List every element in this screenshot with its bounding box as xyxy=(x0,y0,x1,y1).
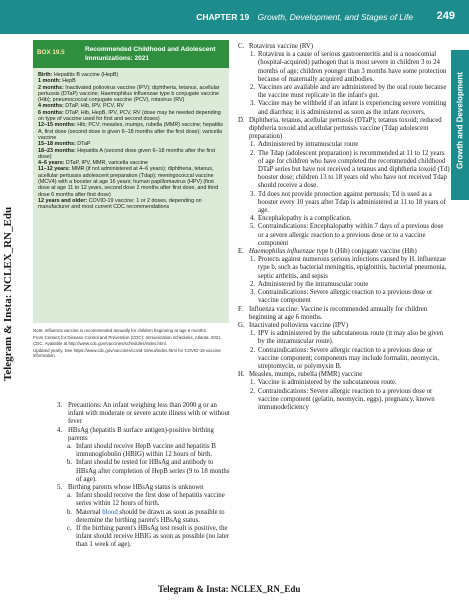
lettered-item xyxy=(238,117,450,142)
item-marker: G. xyxy=(238,321,245,329)
item-text: Td does not provide protection against pertussis; Td is used as a booster every 10 years after Tdap is administered at 11 to 18 years of age. xyxy=(258,190,446,215)
item-marker: a. xyxy=(67,492,72,500)
schedule-entry xyxy=(38,85,226,104)
item-marker: 1. xyxy=(250,256,256,264)
item-text: type b (Hib) conjugate vaccine (Hib) xyxy=(314,248,417,256)
side-tab-label: Growth and Development xyxy=(455,72,465,169)
item-text: Rotavirus vaccine (RV) xyxy=(249,43,314,50)
item-text: HBsAg (hepatitis B surface antigen)-positive birthing parents xyxy=(68,426,214,442)
box-note: Note: Influenza vaccine is recommended annually for children beginning at age 6 months. xyxy=(33,328,208,333)
item-marker: H. xyxy=(238,371,245,379)
box-label: BOX 19.5 xyxy=(37,49,65,56)
schedule-age: 18–23 months: xyxy=(38,147,76,154)
lettered-item xyxy=(238,248,450,256)
schedule-vaccines: DTaP, Hib, HepB, IPV, PCV, RV (dose may be needed depending on type of vaccine used for first and second doses) xyxy=(38,109,221,123)
lettered-item xyxy=(57,525,233,550)
numbered-item xyxy=(238,84,450,100)
item-text: Rotavirus is a cause of serious gastroenteritis and is a nosocomial (hospital-acquired) pathogen that is most severe in children 3 to 24 months of age; children younger than 3 months have some protection because of maternally acquired antibodies. xyxy=(258,51,447,83)
item-marker: 3. xyxy=(250,190,256,198)
schedule-vaccines: DTaP xyxy=(75,141,91,148)
schedule-vaccines: DTaP, Hib, IPV, PCV, RV xyxy=(63,103,124,110)
item-marker: b. xyxy=(67,459,73,467)
numbered-item xyxy=(238,330,450,346)
item-marker: 3. xyxy=(250,100,256,108)
schedule-vaccines: DTaP, IPV, MMR, varicella vaccine xyxy=(64,160,148,167)
schedule-vaccines: Hib; PCV; measles, mumps, rubella (MMR) vaccine; hepatitis A, first dose (second dose is given 6–18 months after the first dose); varicella vaccine xyxy=(38,122,223,141)
schedule-vaccines: Hepatitis A (second dose given 6–18 months after the first dose) xyxy=(38,147,216,160)
numbered-item xyxy=(238,281,450,289)
schedule-age: 1 month: xyxy=(38,78,61,85)
schedule-age: 15–18 months: xyxy=(38,141,76,148)
item-marker: c. xyxy=(67,525,72,533)
item-text: Precautions: An infant weighing less than 2000 g or an infant with moderate or severe acute illness with or without fever xyxy=(68,402,230,426)
box-note: Updated yearly. See https://www.cdc.gov/vaccines/covid-19/eui/index.html for COVID-19 vaccine information. xyxy=(33,347,221,359)
right-column-text xyxy=(238,43,450,412)
schedule-age: 12 years and older: xyxy=(38,197,88,204)
item-text: Measles, mumps, rubella (MMR) vaccine xyxy=(249,371,363,379)
item-text: Vaccines are available and are administered by the oral route because the vaccine must replicate in the infant's gut. xyxy=(258,84,447,100)
item-marker: 2. xyxy=(250,149,256,157)
item-marker: 3. xyxy=(250,289,256,297)
numbered-item xyxy=(238,223,450,248)
numbered-item xyxy=(57,484,233,492)
schedule-entry xyxy=(38,198,226,211)
item-marker: 5. xyxy=(57,484,63,492)
item-text: Contraindications: Severe allergic reaction to a previous dose or vaccine component xyxy=(258,289,433,305)
item-text: Contraindications: Severe allergic reaction to a previous dose or vaccine component (gelatin, neomycin, eggs), pregnancy, known immunodeficiency xyxy=(258,387,435,411)
item-text: Infant should be tested for HBsAg and antibody to HBsAg after completion of HepB series (9 to 18 months of age). xyxy=(76,459,230,483)
numbered-item xyxy=(57,427,233,443)
lettered-item xyxy=(57,459,233,484)
schedule-age: 11–12 years: xyxy=(38,166,71,173)
section-side-tab xyxy=(451,50,469,200)
box-title: Recommended Childhood and Adolescent Immunizations: 2021 xyxy=(85,46,216,62)
schedule-age: 2 months: xyxy=(38,84,64,91)
lettered-item xyxy=(238,306,450,322)
bottom-watermark: Telegram & Insta: NCLEX_RN_Edu xyxy=(158,584,301,594)
item-text: Encephalopathy is a complication. xyxy=(258,215,352,223)
schedule-vaccines: HepB xyxy=(60,78,76,85)
item-text: Administered by the intramuscular route xyxy=(258,280,369,288)
item-text: Maternal xyxy=(76,508,103,516)
item-italic-text: Haemophilus influenzae xyxy=(249,248,315,256)
item-text: Vaccine may be withheld if an infant is experiencing severe vomiting and diarrhea; it is administered as soon as the infant recovers. xyxy=(258,100,447,116)
item-marker: 4. xyxy=(250,215,256,223)
item-marker: 5. xyxy=(250,223,256,231)
schedule-age: Birth: xyxy=(38,72,53,78)
numbered-item xyxy=(238,289,450,305)
numbered-item xyxy=(238,215,450,223)
item-text: Administered by intramuscular route xyxy=(258,141,359,149)
numbered-item xyxy=(238,150,450,191)
item-marker: 3. xyxy=(57,402,63,409)
item-text: IPV is administered by the subcutaneous route (it may also be given by the intramuscular route). xyxy=(258,330,444,346)
item-text: Contraindications: Severe allergic reaction to a previous dose or vaccine component; components may include formalin, neomycin, streptomycin, or polymyxin B. xyxy=(258,346,440,370)
item-marker: 2. xyxy=(250,84,256,92)
schedule-vaccines: Hepatitis B vaccine (HepB) xyxy=(52,72,119,78)
item-marker: 2. xyxy=(250,346,256,354)
schedule-entry xyxy=(38,148,226,161)
item-marker: 2. xyxy=(250,280,256,288)
box-header xyxy=(33,40,229,68)
schedule-age: 12–15 months: xyxy=(38,122,76,129)
item-marker: 1. xyxy=(250,379,256,387)
blood-link[interactable]: blood xyxy=(102,508,118,516)
schedule-age: 4 months: xyxy=(38,103,64,110)
box-note: From Centers for Disease Control and Prevention (CDC): Immunization schedules, Atlanta, 2021, CDC. Available at http://www.cdc.gov/vaccines/schedules/index.html. xyxy=(33,335,222,346)
item-marker: C. xyxy=(238,43,245,50)
lettered-item xyxy=(57,509,233,525)
lettered-item xyxy=(57,492,233,508)
item-marker: E. xyxy=(238,248,244,256)
chapter-title: Growth, Development, and Stages of Life xyxy=(257,12,413,22)
numbered-item xyxy=(238,256,450,281)
box-notes xyxy=(33,328,231,360)
numbered-item xyxy=(238,379,450,387)
schedule-entry xyxy=(38,122,226,141)
running-header xyxy=(196,12,413,22)
page-number: 249 xyxy=(436,10,455,22)
left-column-text xyxy=(57,402,233,550)
item-marker: b. xyxy=(67,508,73,516)
item-text: Vaccine is administered by the subcutaneous route. xyxy=(258,379,397,387)
numbered-item xyxy=(238,141,450,149)
item-marker: D. xyxy=(238,116,245,124)
item-text: Contraindications: Encephalopathy within 7 days of a previous dose or a severe allergic reaction to a previous dose or to a vaccine component xyxy=(258,223,444,247)
lettered-item xyxy=(57,443,233,459)
numbered-item xyxy=(238,51,450,84)
item-text: If the birthing parent's HBsAg test result is positive, the infant should receive HBIG as soon as possible (no later than 1 week of age). xyxy=(76,525,230,549)
item-marker: a. xyxy=(67,443,72,451)
item-text: The Tdap (adolescent preparation) is recommended at 11 to 12 years of age for children who have completed the recommended childhood DTaP series but have not received a tetanus and diphtheria toxoid (Td) booster dose; children 13 to 18 years old who have not received Tdap should receive a dose. xyxy=(258,149,450,190)
schedule-vaccines: Inactivated poliovirus vaccine (IPV); diphtheria, tetanus, acellular pertussis (DTaP) vaccine; Haemophilus influenzae type b conjugate vaccine (Hib); pneumococcal conjugate vaccine (PCV), rotavirus (RV) xyxy=(38,84,220,104)
lettered-item xyxy=(238,322,450,330)
item-marker: 1. xyxy=(250,51,256,59)
chapter-label: CHAPTER 19 xyxy=(196,12,250,22)
schedule-age: 6 months: xyxy=(38,109,64,116)
left-watermark: Telegram & Insta: NCLEX_RN_Edu xyxy=(2,206,14,381)
schedule-vaccines: MMR (if not administered at 4–6 years); diphtheria, tetanus, acellular pertussis adolescent preparation (Tdap); meningococcal vaccine (MCV4) with a booster at age 16 years; human papillomavirus (HPV) (first dose at age 11 to 12 years, second dose 2 months after first dose, and third dose 6 months after first dose) xyxy=(38,166,219,198)
item-marker: 1. xyxy=(250,330,256,338)
numbered-item xyxy=(238,347,450,372)
schedule-vaccines: COVID-19 vaccine: 1 or 2 doses, depending on manufacturer and most current CDC recommendations xyxy=(38,197,202,211)
item-marker: 1. xyxy=(250,141,256,149)
box-body xyxy=(38,72,226,211)
item-text: Birthing parents whose HBsAg status is unknown xyxy=(68,484,204,492)
lettered-item xyxy=(238,371,450,379)
item-text: Influenza vaccine: Vaccine is recommended annually for children beginning at age 6 months. xyxy=(249,305,428,321)
numbered-item xyxy=(57,402,233,427)
item-text: should be drawn as soon as possible to determine the birthing parent's HBsAg status. xyxy=(76,508,225,524)
item-text: Infant should receive HepB vaccine and hepatitis B immunoglobulin (HBIG) within 12 hours of birth. xyxy=(76,443,216,459)
item-marker: F. xyxy=(238,305,243,313)
lettered-item xyxy=(238,43,450,51)
numbered-item xyxy=(238,100,450,116)
item-marker: 2. xyxy=(250,387,256,395)
numbered-item xyxy=(238,191,450,216)
item-text: Inactivated poliovirus vaccine (IPV) xyxy=(249,321,349,329)
item-text: Infant should receive the first dose of hepatitis vaccine series within 12 hours of birth. xyxy=(76,492,225,508)
numbered-item xyxy=(238,388,450,413)
item-marker: 4. xyxy=(57,426,63,434)
item-text: Diphtheria, tetanus, acellular pertussis (DTaP); tetanus toxoid; reduced diphtheria toxoid and acellular pertussis vaccine (Tdap adolescent preparation) xyxy=(249,116,442,141)
immunization-box xyxy=(33,40,229,323)
item-text: Protects against numerous serious infections caused by H. influenzae type b, such as bacterial meningitis, epiglottitis, bacterial pneumonia, septic arthritis, and sepsis xyxy=(258,256,447,280)
schedule-entry xyxy=(38,166,226,197)
schedule-age: 4–6 years: xyxy=(38,160,65,167)
schedule-entry xyxy=(38,110,226,123)
